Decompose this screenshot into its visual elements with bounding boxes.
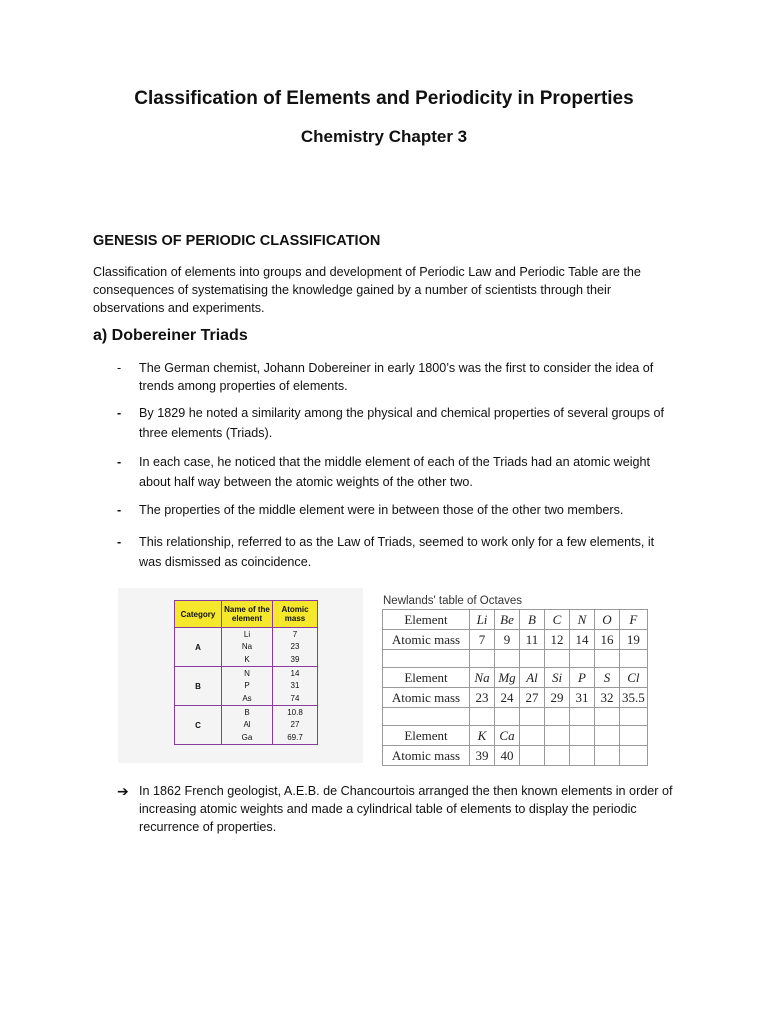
bullet-text: The German chemist, Johann Dobereiner in early 1800’s was the first to consider the idea of trends among properties of elements. (139, 361, 654, 393)
row-label: Element (383, 610, 470, 630)
atomic-mass: 35.5 (620, 688, 648, 708)
newlands-table (382, 609, 648, 766)
triad-masses (273, 667, 318, 706)
atomic-mass (570, 746, 595, 766)
document-subtitle: Chemistry Chapter 3 (300, 127, 468, 146)
arrow-bullet-text: In 1862 French geologist, A.E.B. de Chancourtois arranged the then known elements in order of increasing atomic weights and made a cylindrical table of elements to display the periodic recurrence of properties. (139, 784, 673, 834)
atomic-mass: 23 (470, 688, 495, 708)
element-symbol: Cl (620, 668, 648, 688)
triad-mass: 74 (290, 694, 300, 704)
bullet-text: By 1829 he noted a similarity among the physical and chemical properties of several groups of three elements (Triads). (139, 406, 665, 440)
triad-table-figure (118, 588, 363, 763)
dash-marker: - (117, 406, 122, 420)
triad-category: B (175, 667, 222, 706)
atomic-mass: 11 (520, 630, 545, 650)
triad-category: C (175, 706, 222, 745)
row-label: Atomic mass (383, 688, 470, 708)
section-heading: GENESIS OF PERIODIC CLASSIFICATION (93, 233, 381, 249)
spacer-row (383, 708, 648, 726)
newlands-mass-row (383, 746, 648, 766)
triad-mass: 31 (290, 681, 300, 691)
element-symbol: B (520, 610, 545, 630)
row-label: Atomic mass (383, 630, 470, 650)
sub-heading-dobereiner: a) Dobereiner Triads (93, 327, 248, 344)
element-symbol (620, 726, 648, 746)
triad-mass: 27 (290, 720, 300, 730)
triad-mass: 69.7 (287, 733, 303, 743)
atomic-mass: 19 (620, 630, 648, 650)
element-symbol: Mg (495, 668, 520, 688)
bullet-text: The properties of the middle element were in between those of the other two members. (139, 503, 624, 517)
atomic-mass: 27 (520, 688, 545, 708)
triad-element: Ga (241, 733, 253, 743)
atomic-mass: 32 (595, 688, 620, 708)
triad-element: As (242, 694, 252, 704)
element-symbol: N (570, 610, 595, 630)
newlands-symbol-row (383, 726, 648, 746)
atomic-mass (595, 746, 620, 766)
atomic-mass: 7 (470, 630, 495, 650)
row-label: Element (383, 726, 470, 746)
triad-elements (222, 628, 273, 667)
newlands-mass-row (383, 688, 648, 708)
document-title: Classification of Elements and Periodicity in Properties (134, 88, 634, 109)
triad-element: K (244, 655, 250, 665)
atomic-mass: 9 (495, 630, 520, 650)
triad-mass: 7 (292, 629, 298, 639)
atomic-mass: 16 (595, 630, 620, 650)
element-symbol: Al (520, 668, 545, 688)
atomic-mass: 29 (545, 688, 570, 708)
atomic-mass: 14 (570, 630, 595, 650)
element-symbol: Na (470, 668, 495, 688)
row-label: Atomic mass (383, 746, 470, 766)
element-symbol: Be (495, 610, 520, 630)
element-symbol: Si (545, 668, 570, 688)
element-symbol: Li (470, 610, 495, 630)
atomic-mass (545, 746, 570, 766)
triad-element: N (244, 668, 250, 678)
atomic-mass (520, 746, 545, 766)
element-symbol (520, 726, 545, 746)
element-symbol: F (620, 610, 648, 630)
dash-marker: - (117, 503, 122, 517)
bullet-text: This relationship, referred to as the Law of Triads, seemed to work only for a few elements, it was dismissed as coincidence. (139, 535, 655, 569)
newlands-mass-row (383, 630, 648, 650)
atomic-mass: 12 (545, 630, 570, 650)
triad-masses (273, 628, 318, 667)
triad-elements (222, 706, 273, 745)
triad-masses (273, 706, 318, 745)
element-symbol: O (595, 610, 620, 630)
triad-category: A (175, 628, 222, 667)
triad-element: Li (243, 629, 251, 639)
element-symbol (570, 726, 595, 746)
element-symbol: S (595, 668, 620, 688)
newlands-symbol-row (383, 610, 648, 630)
element-symbol: C (545, 610, 570, 630)
element-symbol: Ca (495, 726, 520, 746)
triad-mass: 14 (290, 668, 300, 678)
dash-marker: - (117, 535, 122, 549)
triad-header-element: Name of the element (222, 601, 273, 628)
element-symbol (545, 726, 570, 746)
atomic-mass: 40 (495, 746, 520, 766)
atomic-mass: 39 (470, 746, 495, 766)
triad-element: Al (243, 720, 251, 730)
triad-mass: 39 (290, 655, 300, 665)
bullet-text: In each case, he noticed that the middle element of each of the Triads had an atomic weight about half way between the atomic weights of the other two. (139, 455, 651, 489)
element-symbol: K (470, 726, 495, 746)
element-symbol (595, 726, 620, 746)
dash-marker: - (117, 361, 122, 375)
newlands-caption: Newlands' table of Octaves (383, 595, 522, 607)
row-label: Element (383, 668, 470, 688)
element-symbol: P (570, 668, 595, 688)
newlands-symbol-row (383, 668, 648, 688)
triad-header-category: Category (175, 601, 222, 628)
atomic-mass: 31 (570, 688, 595, 708)
triad-table (174, 600, 318, 745)
arrow-right-icon: ➔ (117, 783, 129, 799)
atomic-mass: 24 (495, 688, 520, 708)
triad-elements (222, 667, 273, 706)
spacer-row (383, 650, 648, 668)
triad-header-mass: Atomic mass (273, 601, 318, 628)
triad-element: B (244, 707, 250, 717)
triad-mass: 23 (290, 642, 300, 652)
intro-paragraph: Classification of elements into groups and development of Periodic Law and Periodic Table are the consequences of systematising the knowledge gained by a number of scientists through their observations and experiments. (93, 265, 641, 315)
triad-element: P (244, 681, 250, 691)
atomic-mass (620, 746, 648, 766)
triad-mass: 10.8 (287, 707, 303, 717)
dash-marker: - (117, 455, 122, 469)
triad-element: Na (241, 642, 253, 652)
